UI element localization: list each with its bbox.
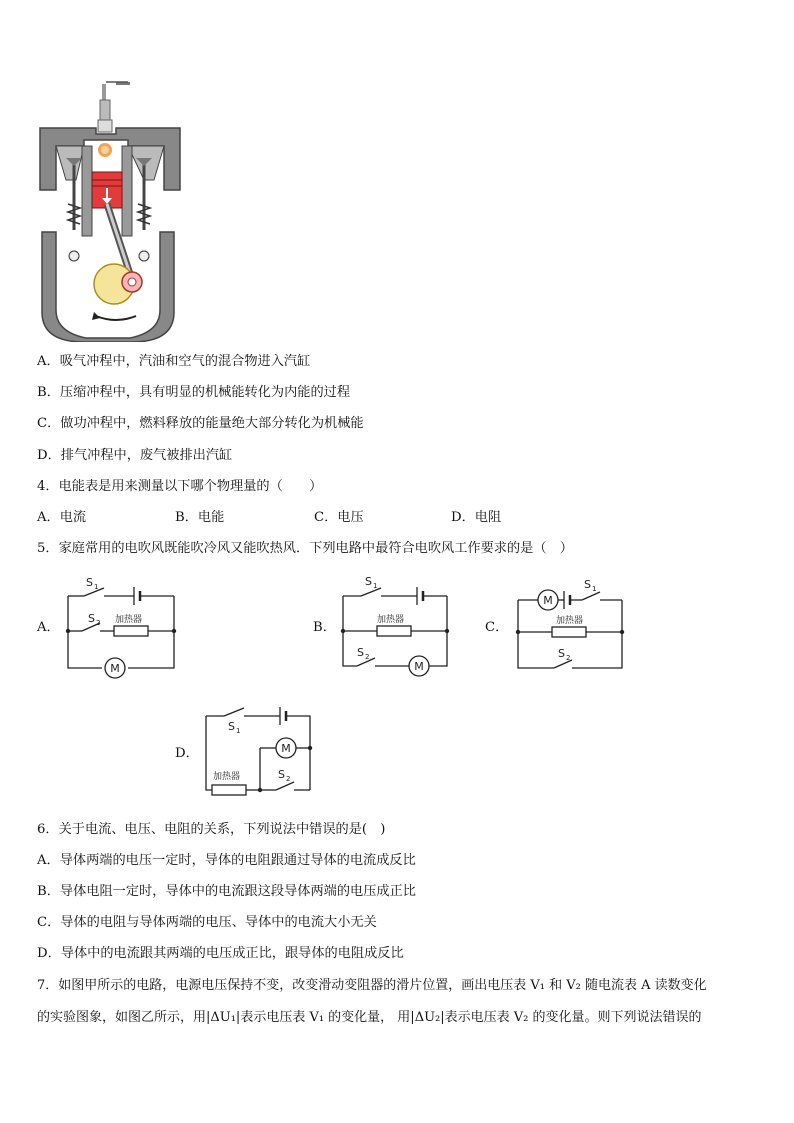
- q6-stem: 6．关于电流、电压、电阻的关系，下列说法中错误的是( ): [37, 822, 386, 837]
- circuit-b-heater: 加热器: [377, 615, 405, 625]
- circuit-a-label: A．: [37, 620, 60, 635]
- circuit-b-label: B．: [313, 620, 336, 635]
- svg-text:1: 1: [236, 727, 241, 735]
- svg-text:2: 2: [96, 619, 101, 627]
- circuit-d-label: D．: [175, 746, 199, 761]
- circuit-c-heater: 加热器: [556, 616, 584, 626]
- circuit-a-s1: S: [86, 576, 93, 589]
- circuit-d-s1: S: [228, 720, 235, 733]
- circuit-c-diagram: [512, 576, 630, 674]
- circuit-a-motor: M: [110, 662, 120, 675]
- q4-option-c: C．电压: [314, 510, 364, 525]
- q3-option-b: B．压缩冲程中，具有明显的机械能转化为内能的过程: [37, 385, 351, 400]
- circuit-b-s1: S: [365, 575, 372, 588]
- circuit-a-diagram: [60, 572, 185, 684]
- q6-option-a: A．导体两端的电压一定时，导体的电阻跟通过导体的电流成反比: [37, 853, 416, 868]
- svg-text:1: 1: [373, 582, 378, 590]
- circuit-c-s2: S: [558, 647, 565, 660]
- q7-stem-line1: 7．如图甲所示的电路，电源电压保持不变，改变滑动变阻器的滑片位置，画出电压表 V₁ 和 V₂ 随电流表 A 读数变化: [37, 978, 707, 993]
- q3-option-d: D．排气冲程中，废气被排出汽缸: [37, 448, 233, 463]
- circuit-a-heater: 加热器: [115, 615, 143, 625]
- q6-option-c: C．导体的电阻与导体两端的电压、导体中的电流大小无关: [37, 915, 377, 930]
- circuit-a-s2: S: [88, 612, 95, 625]
- circuit-d-heater: 加热器: [213, 772, 241, 782]
- q6-option-b: B．导体电阻一定时，导体中的电流跟这段导体两端的电压成正比: [37, 884, 416, 899]
- q7-stem-line2: 的实验图象，如图乙所示，用|ΔU₁|表示电压表 V₁ 的变化量， 用|ΔU₂|表示电压表 V₂ 的变化量。则下列说法错误的: [37, 1010, 702, 1025]
- q5-stem: 5．家庭常用的电吹风既能吹冷风又能吹热风．下列电路中最符合电吹风工作要求的是（ ）: [37, 541, 573, 556]
- circuit-d-motor: M: [281, 742, 291, 755]
- circuit-c-motor: M: [543, 594, 553, 607]
- svg-text:2: 2: [365, 653, 370, 661]
- circuit-b-diagram: [337, 572, 457, 684]
- svg-text:1: 1: [94, 583, 99, 591]
- q6-option-d: D．导体中的电流跟其两端的电压成正比，跟导体的电阻成反比: [37, 946, 404, 961]
- circuit-d-s2: S: [278, 768, 285, 781]
- q3-option-a: A．吸气冲程中，汽油和空气的混合物进入汽缸: [37, 354, 311, 369]
- circuit-b-motor: M: [414, 660, 424, 673]
- circuit-d-diagram: [198, 698, 320, 800]
- svg-text:2: 2: [286, 775, 291, 783]
- svg-text:2: 2: [566, 654, 571, 662]
- circuit-b-s2: S: [357, 646, 364, 659]
- q3-option-c: C．做功冲程中，燃料释放的能量绝大部分转化为机械能: [37, 416, 364, 431]
- engine-diagram: [36, 80, 196, 342]
- q4-stem: 4．电能表是用来测量以下哪个物理量的（ ）: [37, 479, 323, 494]
- svg-text:1: 1: [592, 585, 597, 593]
- q4-option-b: B．电能: [175, 510, 225, 525]
- q4-option-a: A．电流: [37, 510, 87, 525]
- q4-option-d: D．电阻: [451, 510, 502, 525]
- circuit-c-label: C．: [485, 620, 509, 635]
- circuit-c-s1: S: [584, 578, 591, 591]
